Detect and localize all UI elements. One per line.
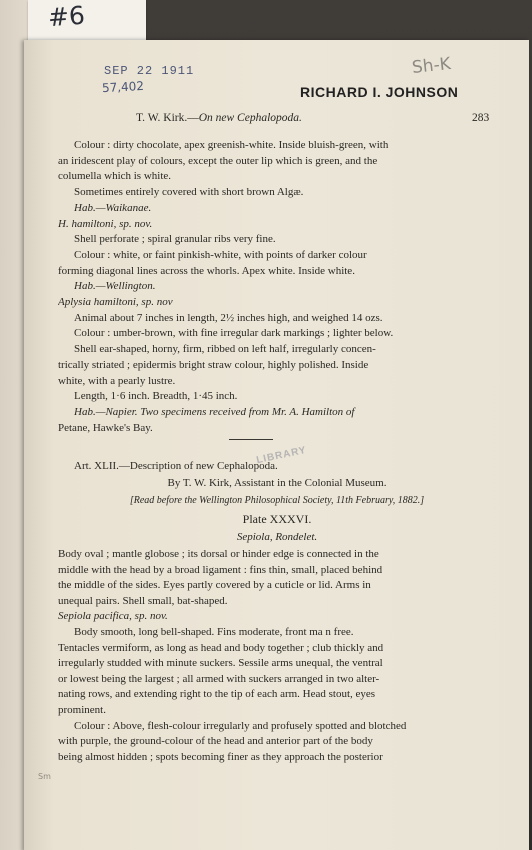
article-line: being almost hidden ; spots becoming finer as they approach the posterior [58, 750, 383, 763]
body-line: Animal about 7 inches in length, 2½ inches high, and weighed 14 ozs. [74, 311, 383, 324]
body-line: an iridescent play of colours, except the outer lip which is green, and the [58, 154, 378, 167]
article-line: prominent. [58, 704, 106, 716]
received-date-stamp: SEP 22 1911 [104, 64, 195, 78]
body-line: Hab.—Napier. Two specimens received from Mr. A. Hamilton of [74, 405, 355, 418]
body-line: H. hamiltoni, sp. nov. [58, 217, 153, 230]
body-line: Length, 1·6 inch. Breadth, 1·45 inch. [74, 390, 238, 403]
sticky-note-text: #6 [47, 0, 86, 33]
article-line: unequal pairs. Shell small, bat-shaped. [58, 594, 228, 607]
library-stamp: LIBRARY [255, 444, 308, 467]
body-line: forming diagonal lines across the whorls. Apex white. Inside white. [58, 264, 355, 277]
running-head-title: On new Cephalopoda. [198, 112, 302, 124]
body-line: Colour : dirty chocolate, apex greenish-white. Inside bluish-green, with [74, 139, 389, 151]
article-line: with purple, the ground-colour of the head and anterior part of the body [58, 735, 373, 748]
body-line: Shell ear-shaped, horny, firm, ribbed on left half, irregularly concen- [74, 343, 376, 356]
article-line: Sepiola pacifica, sp. nov. [58, 610, 168, 623]
body-line: Hab.—Wellington. [74, 280, 156, 293]
accession-number: 57,402 [101, 78, 145, 96]
body-line: Shell perforate ; spiral granular ribs very fine. [74, 233, 276, 246]
page-number: 283 [472, 112, 490, 124]
pencil-annotation: Sh-K [411, 54, 452, 78]
body-line: columella which is white. [58, 170, 172, 183]
running-head-author: T. W. Kirk.— [136, 112, 199, 124]
article-line: Body smooth, long bell-shaped. Fins moderate, front ma n free. [74, 626, 354, 638]
document-page [24, 40, 529, 850]
article-line: or lowest being the largest ; all armed with suckers arranged in two alter- [58, 672, 380, 685]
plate-number: Plate XXXVI. [242, 512, 312, 526]
body-line: Colour : white, or faint pinkish-white, with points of darker colour [74, 248, 367, 261]
body-line: Colour : umber-brown, with fine irregular dark markings ; lighter below. [74, 327, 394, 340]
owner-stamp: RICHARD I. JOHNSON [300, 84, 459, 100]
body-line: trically striated ; epidermis bright straw colour, highly polished. Inside [58, 358, 369, 371]
article-line: irregularly studded with minute suckers. Sessile arms unequal, the ventral [58, 657, 383, 670]
body-line: white, with a pearly lustre. [58, 374, 176, 387]
body-line: Petane, Hawke's Bay. [58, 421, 153, 434]
article-line: middle with the head by a broad ligament : fins thin, small, placed behind [58, 563, 383, 576]
article-byline: By T. W. Kirk, Assistant in the Colonial Museum. [167, 477, 387, 489]
section-divider [229, 439, 273, 440]
sticky-note [28, 0, 146, 42]
article-line: Body oval ; mantle globose ; its dorsal or hinder edge is connected in the [58, 548, 379, 560]
article-line: Colour : Above, flesh-colour irregularly and profusely spotted and blotched [74, 719, 407, 732]
body-line: Hab.—Waikanae. [74, 201, 152, 214]
body-line: Sometimes entirely covered with short brown Algæ. [74, 186, 304, 199]
article-line: the middle of the sides. Eyes partly covered by a cuticle or lid. Arms in [58, 579, 371, 592]
article-read-note: [Read before the Wellington Philosophical Society, 11th February, 1882.] [129, 495, 425, 506]
article-line: Tentacles vermiform, as long as head and body together ; club thickly and [58, 641, 384, 654]
article-line: nating rows, and extending right to the tip of each arm. Head stout, eyes [58, 688, 376, 701]
genus-heading: Sepiola, Rondelet. [236, 531, 318, 543]
body-line: Aplysia hamiltoni, sp. nov [58, 296, 173, 308]
pencil-note: Sm [38, 772, 51, 781]
article-title: Art. XLII.—Description of new Cephalopoda. [74, 460, 278, 472]
running-head [136, 112, 302, 124]
